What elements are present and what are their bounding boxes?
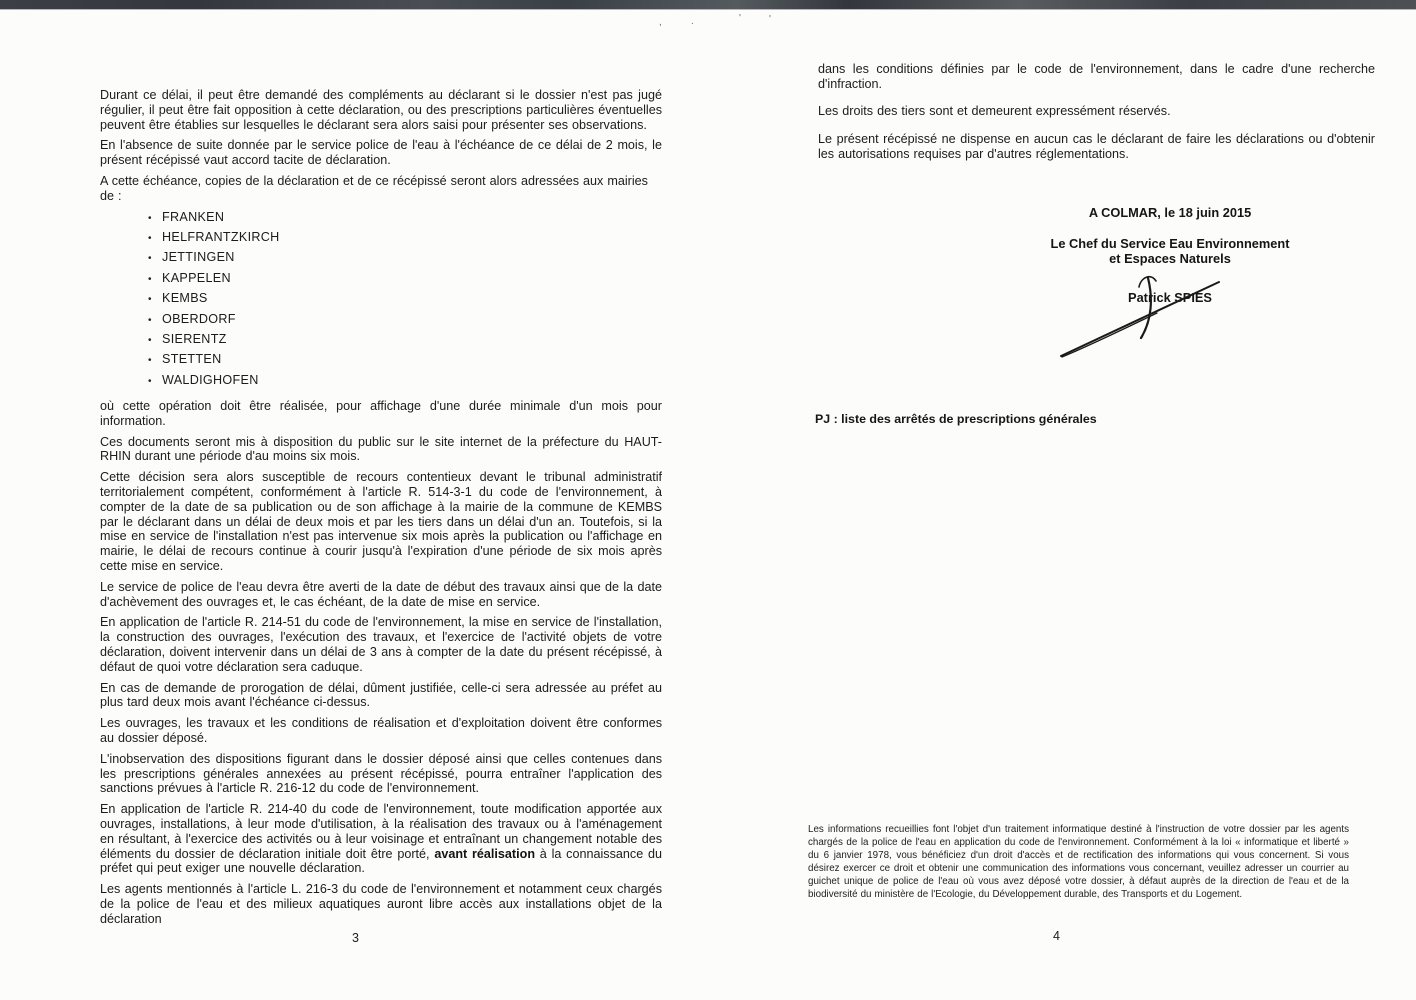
- paragraph: Cette décision sera alors susceptible de recours contentieux devant le tribunal administratif territorialement compétent, conformément à l'article R. 514-3-1 du code de l'environnement, à compter de la date de sa publication ou de son affichage à la mairie de la commune de KEMBS par le déclarant dans un délai de deux mois et par les tiers dans un délai d'un an. Toutefois, si la mise en service de l'installation n'est pas intervenue six mois après la publication ou l'affichage en mairie, le délai de recours continue à courir jusqu'à l'expiration d'une période de six mois après cette mise en service.: [100, 470, 662, 574]
- paragraph: Le présent récépissé ne dispense en aucun cas le déclarant de faire les déclarations ou d'obtenir les autorisations requises par d'autres réglementations.: [818, 131, 1375, 161]
- paragraph: Ces documents seront mis à disposition du public sur le site internet de la préfecture du HAUT-RHIN durant une période d'au moins six mois.: [100, 434, 662, 464]
- paragraph-segment: à la connaissance du préfet qui peut exiger une nouvelle déclaration.: [100, 846, 662, 876]
- paragraph: Le service de police de l'eau devra être averti de la date de début des travaux ainsi que de la date d'achèvement des ouvrages et, le cas échéant, de la date de mise en service.: [100, 579, 662, 609]
- list-item: [100, 373, 662, 393]
- scan-speck: ': [739, 13, 741, 24]
- bullet-icon: •: [148, 334, 152, 346]
- commune-name: FRANKEN: [162, 209, 225, 224]
- paragraph-segment: En application de l'article R. 214-40 du code de l'environnement, toute modification apportée aux ouvrages, installations, à leur mode d'utilisation, à la réalisation des travaux ou à l'aménagement en résultant, à l'exercice des activités ou à leur voisinage et entraînant un changement notable des éléments du dossier de déclaration initiale doit être porté,: [100, 802, 662, 861]
- commune-name: OBERDORF: [162, 311, 236, 326]
- list-item: [100, 210, 662, 230]
- paragraph: En cas de demande de prorogation de délai, dûment justifiée, celle-ci sera adressée au préfet au plus tard deux mois avant l'échéance ci-dessus.: [100, 680, 662, 710]
- paragraph: En application de l'article R. 214-51 du code de l'environnement, la mise en service de l'installation, la construction des ouvrages, l'exécution des travaux, et l'exercice de l'activité objets de votre déclaration, doivent intervenir dans un délai de 3 ans à compter de la date du présent récépissé, à défaut de quoi votre déclaration sera caduque.: [100, 615, 662, 674]
- page-4-body: [818, 62, 1375, 174]
- scan-speck: ,: [659, 17, 662, 28]
- scan-speck: ': [769, 14, 771, 25]
- paragraph: dans les conditions définies par le code de l'environnement, dans le cadre d'une recherche d'infraction.: [818, 62, 1375, 92]
- list-item: [100, 291, 662, 311]
- list-item: [100, 250, 662, 270]
- privacy-notice: Les informations recueillies font l'objet d'un traitement informatique destiné à l'instruction de votre dossier par les agents chargés de la police de l'eau en application du code de l'environnement. Conformément à la loi « informatique et liberté » du 6 janvier 1978, vous bénéficiez d'un droit d'accès et de rectification des informations qui vous concernent. Si vous désirez exercer ce droit et obtenir une communication des informations vous concernant, veuillez adresser un courrier au guichet unique de police de l'eau où vous avez déposé votre dossier, à défaut auprès de la direction de l'eau et de la biodiversité du ministère de l'Ecologie, du Développement durable, des Transports et du Logement.: [808, 824, 1349, 900]
- bullet-icon: •: [148, 375, 152, 387]
- bullet-icon: •: [148, 212, 152, 224]
- list-item: [100, 271, 662, 291]
- page-number: 3: [352, 931, 359, 945]
- list-item: [100, 352, 662, 372]
- paragraph: où cette opération doit être réalisée, pour affichage d'une durée minimale d'un mois pour information.: [100, 399, 662, 428]
- commune-name: KEMBS: [162, 291, 208, 306]
- paragraph: Les ouvrages, les travaux et les conditions de réalisation et d'exploitation doivent être conformes au dossier déposé.: [100, 716, 662, 746]
- bullet-icon: •: [148, 294, 152, 306]
- paragraph: Les droits des tiers sont et demeurent expressément réservés.: [818, 104, 1171, 119]
- list-item: [100, 312, 662, 332]
- paragraph: Durant ce délai, il peut être demandé des compléments au déclarant si le dossier n'est pas jugé régulier, il peut être fait opposition à cette déclaration, ou des prescriptions particulières éventuelles peuvent être établies sur lesquelles le déclarant sera alors saisi pour présenter ses observations.: [100, 88, 662, 132]
- signatory-title: Le Chef du Service Eau Environnement: [1050, 236, 1290, 251]
- bold-phrase: avant réalisation: [434, 846, 536, 861]
- bullet-icon: •: [148, 232, 152, 244]
- paragraph: En l'absence de suite donnée par le service police de l'eau à l'échéance de ce délai de 2 mois, le présent récépissé vaut accord tacite de déclaration.: [100, 138, 662, 168]
- signatory-name: Patrick SPIES: [1128, 290, 1212, 305]
- list-item: [100, 230, 662, 250]
- signature-block: [1005, 205, 1335, 305]
- bullet-icon: •: [148, 314, 152, 326]
- commune-name: KAPPELEN: [162, 270, 231, 285]
- commune-name: SIERENTZ: [162, 331, 227, 346]
- page-3-body: [100, 88, 662, 933]
- scanner-edge-artifact: [0, 0, 1416, 9]
- commune-name: WALDIGHOFEN: [162, 372, 259, 387]
- paragraph: A cette échéance, copies de la déclaration et de ce récépissé seront alors adressées aux mairies de :: [100, 173, 648, 203]
- commune-name: STETTEN: [162, 352, 222, 367]
- bullet-icon: •: [148, 355, 152, 367]
- commune-name: HELFRANTZKIRCH: [162, 229, 280, 244]
- page-number: 4: [1053, 929, 1060, 943]
- attachments-note: PJ : liste des arrêtés de prescriptions générales: [815, 412, 1097, 426]
- commune-list: [100, 210, 662, 394]
- bullet-icon: •: [148, 273, 152, 285]
- list-item: [100, 332, 662, 352]
- signatory-title: et Espaces Naturels: [1109, 251, 1231, 266]
- paragraph: Les agents mentionnés à l'article L. 216-3 du code de l'environnement et notamment ceux chargés de la police de l'eau et des milieux aquatiques auront libre accès aux installations objet de la déclaration: [100, 882, 662, 926]
- place-and-date: A COLMAR, le 18 juin 2015: [1088, 205, 1252, 220]
- paragraph-with-bold: [100, 802, 662, 876]
- commune-name: JETTINGEN: [162, 250, 235, 265]
- scan-speck: .: [691, 16, 694, 27]
- paragraph: L'inobservation des dispositions figurant dans le dossier déposé ainsi que celles contenues dans les prescriptions générales annexées au présent récépissé, pourra entraîner l'application des sanctions prévues à l'article R. 216-12 du code de l'environnement.: [100, 751, 662, 796]
- bullet-icon: •: [148, 253, 152, 265]
